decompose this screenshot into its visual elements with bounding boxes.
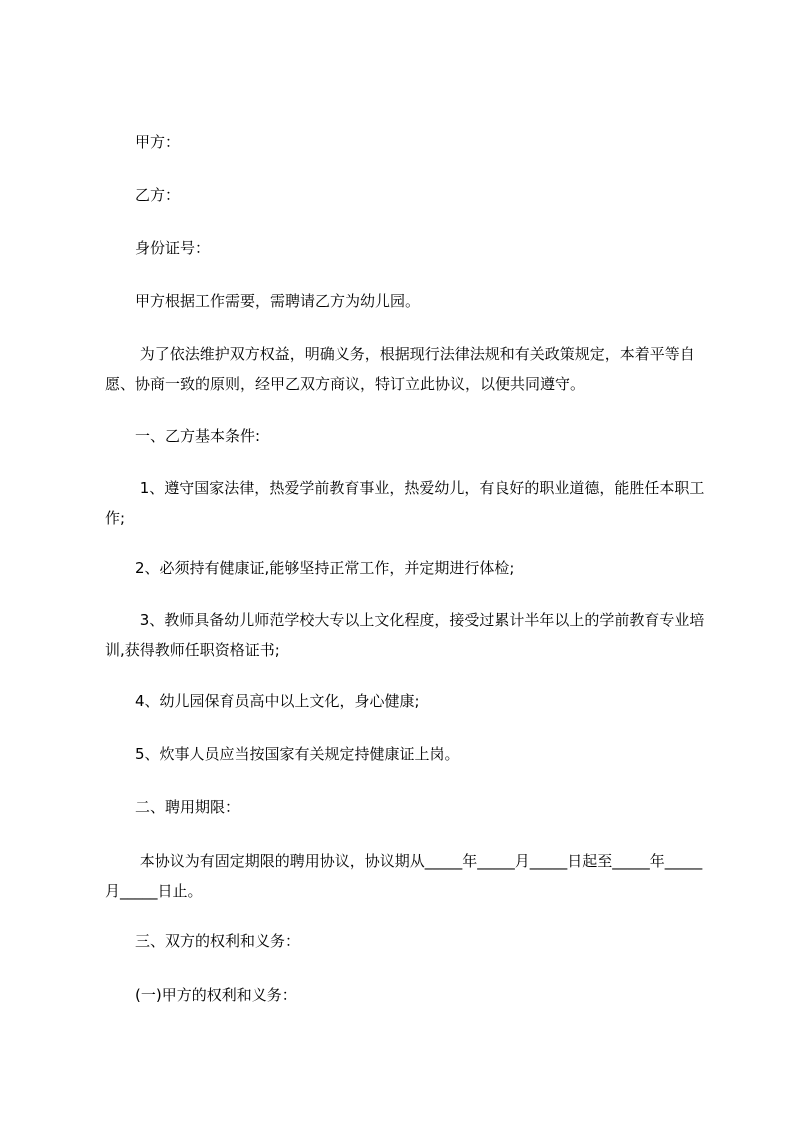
section-heading-term: 二、聘用期限： bbox=[105, 798, 241, 816]
party-b-line: 乙方： bbox=[105, 186, 181, 204]
condition-item-3: 3、教师具备幼儿师范学校大专以上文化程度，接受过累计半年以上的学前教育专业培训,获得教师任职资格证书; bbox=[105, 611, 705, 659]
id-number-line: 身份证号： bbox=[105, 239, 211, 257]
section-heading-rights-duties: 三、双方的权利和义务： bbox=[105, 932, 301, 950]
condition-item-4: 4、幼儿园保育员高中以上文化，身心健康; bbox=[105, 692, 420, 710]
party-a-line: 甲方： bbox=[105, 133, 181, 151]
hiring-purpose-paragraph: 甲方根据工作需要，需聘请乙方为幼儿园。 bbox=[105, 292, 421, 310]
preamble-paragraph: 为了依法维护双方权益，明确义务，根据现行法律法规和有关政策规定，本着平等自愿、协商一致的原则，经甲乙双方商议，特订立此协议，以便共同遵守。 bbox=[105, 345, 695, 393]
section-heading-basic-conditions: 一、乙方基本条件: bbox=[105, 427, 261, 445]
term-paragraph: 本协议为有固定期限的聘用协议，协议期从_____年_____月_____日起至_____年_____月_____日止。 bbox=[105, 852, 703, 900]
subsection-heading-party-a-rights: (一)甲方的权利和义务： bbox=[105, 986, 297, 1004]
condition-item-1: 1、遵守国家法律，热爱学前教育事业，热爱幼儿，有良好的职业道德，能胜任本职工作; bbox=[105, 479, 705, 527]
condition-item-5: 5、炊事人员应当按国家有关规定持健康证上岗。 bbox=[105, 745, 460, 763]
condition-item-2: 2、必须持有健康证,能够坚持正常工作，并定期进行体检; bbox=[105, 559, 515, 577]
